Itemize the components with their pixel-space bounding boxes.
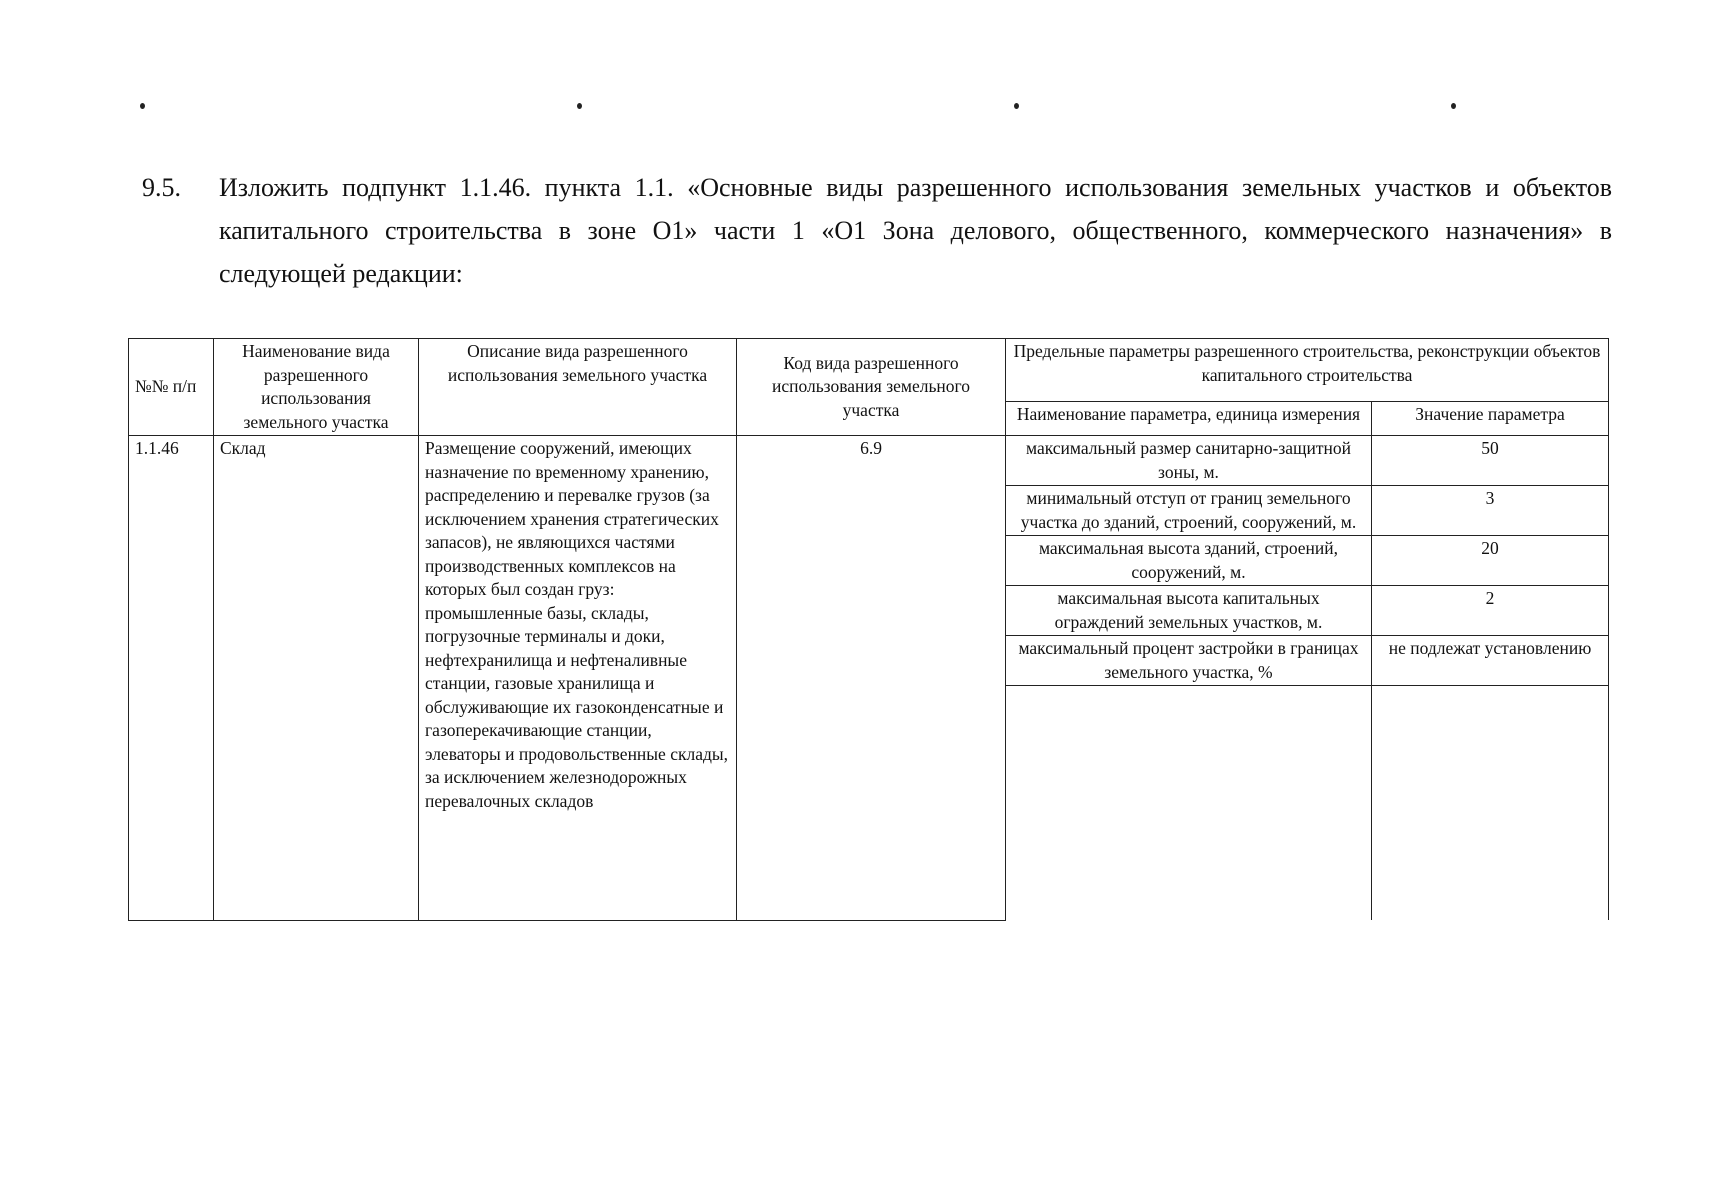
header-row	[129, 339, 1609, 402]
param-value: 2	[1372, 586, 1609, 636]
header-name: Наименование вида разрешенного использования земельного участка	[214, 339, 419, 436]
row-num: 1.1.46	[129, 436, 214, 921]
param-name: максимальная высота капитальных ограждений земельных участков, м.	[1006, 586, 1372, 636]
header-num: №№ п/п	[129, 339, 214, 436]
punch-mark-4	[1451, 103, 1456, 109]
punch-mark-1	[140, 103, 145, 109]
table-row	[129, 436, 1609, 486]
param-value: 3	[1372, 486, 1609, 536]
punch-mark-3	[1014, 103, 1019, 109]
header-code: Код вида разрешенного использования земельного участка	[737, 339, 1006, 436]
header-limits-group: Предельные параметры разрешенного строительства, реконструкции объектов капитального строительства	[1006, 339, 1609, 402]
row-code: 6.9	[737, 436, 1006, 921]
punch-mark-2	[577, 103, 582, 109]
row-name: Склад	[214, 436, 419, 921]
param-value: не подлежат установлению	[1372, 636, 1609, 686]
header-description: Описание вида разрешенного использования земельного участка	[419, 339, 737, 436]
param-name: максимальная высота зданий, строений, сооружений, м.	[1006, 536, 1372, 586]
param-value: 50	[1372, 436, 1609, 486]
param-name: минимальный отступ от границ земельного участка до зданий, строений, сооружений, м.	[1006, 486, 1372, 536]
param-value: 20	[1372, 536, 1609, 586]
land-use-table	[128, 338, 1609, 921]
header-param-name: Наименование параметра, единица измерения	[1006, 402, 1372, 436]
paragraph-text: Изложить подпункт 1.1.46. пункта 1.1. «Основные виды разрешенного использования земельных участков и объектов капитального строительства в зоне О1» части 1 «О1 Зона делового, общественного, коммерческого назначения» в следующей редакции:	[219, 173, 1612, 288]
param-name: максимальный размер санитарно-защитной зоны, м.	[1006, 436, 1372, 486]
param-name: максимальный процент застройки в границах земельного участка, %	[1006, 636, 1372, 686]
paragraph-number: 9.5.	[142, 173, 181, 202]
row-description: Размещение сооружений, имеющих назначение по временному хранению, распределению и перевалке грузов (за исключением хранения стратегических запасов), не являющихся частями производственных комплексов на которых был создан груз: промышленные базы, склады, погрузочные терминалы и доки, нефтехранилища и нефтеналивные станции, газовые хранилища и обслуживающие их газоконденсатные и газоперекачивающие станции, элеваторы и продовольственные склады, за исключением железнодорожных перевалочных складов	[419, 436, 737, 921]
header-param-value: Значение параметра	[1372, 402, 1609, 436]
param-value-filler	[1372, 686, 1609, 921]
param-name-filler	[1006, 686, 1372, 921]
